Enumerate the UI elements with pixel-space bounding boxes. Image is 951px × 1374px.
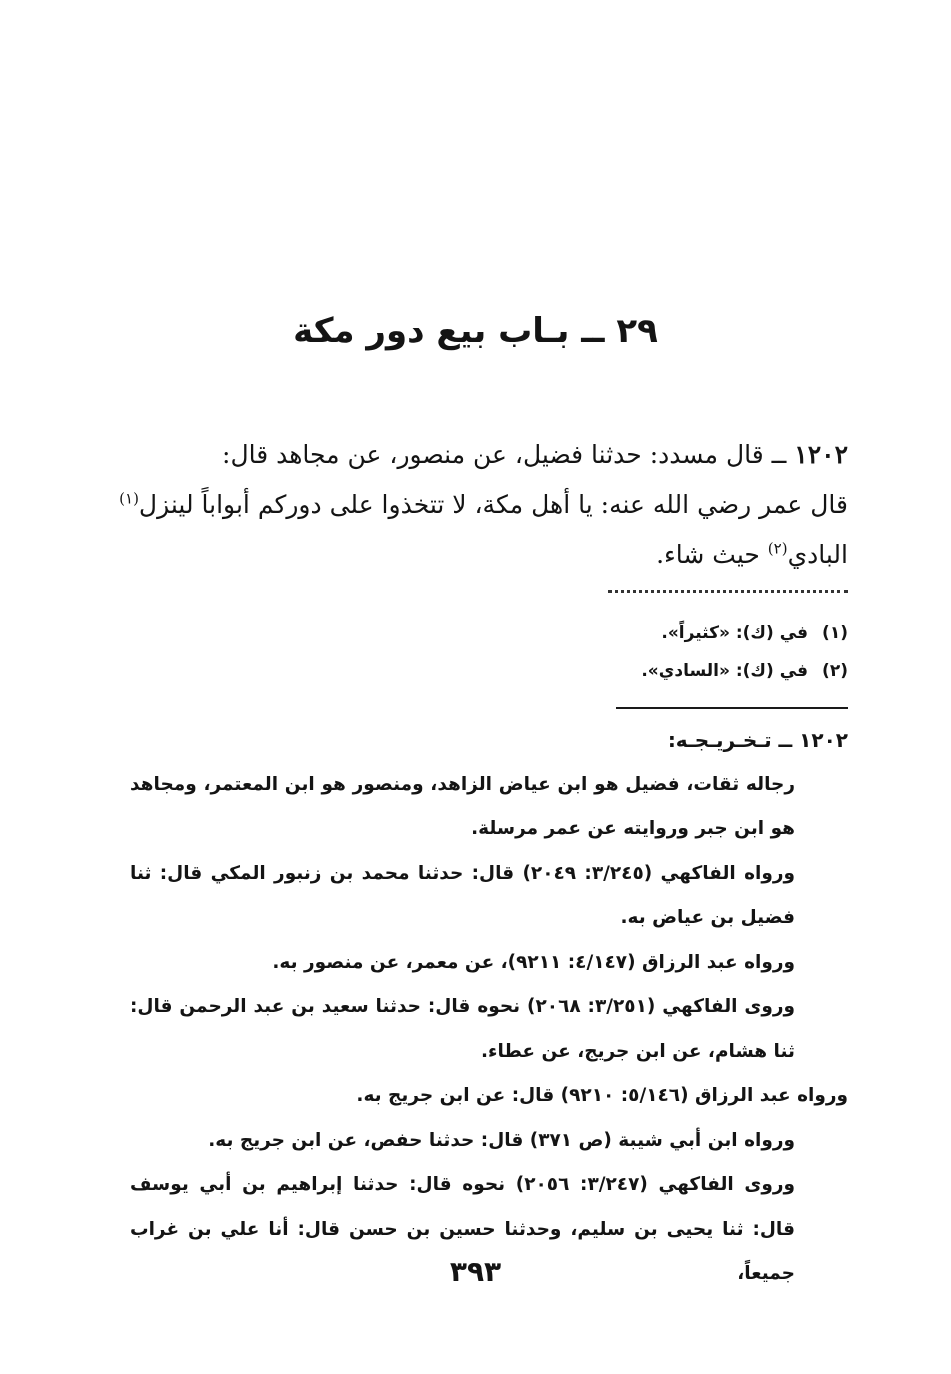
footnote-marker-2[interactable]: (٢) <box>767 539 788 558</box>
footnote-2 <box>108 652 848 690</box>
takhrij-paragraph: ورواه عبد الرزاق (٤/١٤٧: ٩٢١١)، عن معمر، عن منصور به. <box>272 951 795 973</box>
hadith-line-3 <box>88 530 848 580</box>
takhrij-paragraph: ورواه الفاكهي (٣/٢٤٥: ٢٠٤٩) قال: حدثنا محمد بن زنبور المكي قال: ثنا فضيل بن عياض به. <box>130 862 795 928</box>
footnotes <box>108 614 848 690</box>
page-number: ٣٩٣ <box>449 1255 502 1288</box>
hadith-line-3-text-b: حيث شاء. <box>656 540 768 569</box>
hadith-line-2 <box>88 480 848 530</box>
hadith-text <box>88 430 848 580</box>
footnote-1-number: (١) <box>822 623 848 643</box>
footnote-2-number: (٢) <box>822 661 848 681</box>
hadith-line-2-text: قال عمر رضي الله عنه: يا أهل مكة، لا تتخذوا على دوركم أبواباً لينزل <box>138 490 848 519</box>
section-rule <box>616 707 848 709</box>
footnote-separator <box>608 590 848 597</box>
takhrij-section <box>130 718 848 1297</box>
chapter-title: ٢٩ ــ بـاب بيع دور مكة <box>293 311 658 351</box>
footnote-2-text: في (ك): «السادي». <box>641 661 809 681</box>
takhrij-paragraph: رجاله ثقات، فضيل هو ابن عياض الزاهد، ومنصور هو ابن المعتمر، ومجاهد هو ابن جبر وروايته عن عمر مرسلة. <box>130 773 795 839</box>
footnote-1 <box>108 614 848 652</box>
takhrij-heading: ١٢٠٢ ــ تـخـريـجـه: <box>667 728 848 752</box>
takhrij-paragraph: وروى الفاكهي (٣/٢٤٧: ٢٠٥٦) نحوه قال: حدثنا إبراهيم بن أبي يوسف قال: ثنا يحيى بن سليم، وحدثنا حسين بن حسن قال: أنا علي بن غراب جميعاً، <box>130 1174 795 1284</box>
footnote-marker-1[interactable]: (١) <box>119 489 139 508</box>
hadith-line-1 <box>88 430 848 480</box>
takhrij-paragraph: ورواه ابن أبي شيبة (ص ٣٧١) قال: حدثنا حفص، عن ابن جريج به. <box>208 1129 795 1151</box>
hadith-number: ١٢٠٢ <box>794 440 848 469</box>
footnote-1-text: في (ك): «كثيراً». <box>661 623 809 643</box>
hadith-line-1-text: ــ قال مسدد: حدثنا فضيل، عن منصور، عن مجاهد قال: <box>222 440 795 469</box>
hadith-line-3-text-a: البادي <box>787 540 848 569</box>
takhrij-paragraph: وروى الفاكهي (٣/٢٥١: ٢٠٦٨) نحوه قال: حدثنا سعيد بن عبد الرحمن قال: ثنا هشام، عن ابن جريج، عن عطاء. <box>130 996 796 1062</box>
takhrij-paragraph: ورواه عبد الرزاق (٥/١٤٦: ٩٢١٠) قال: عن ابن جريج به. <box>356 1085 848 1106</box>
